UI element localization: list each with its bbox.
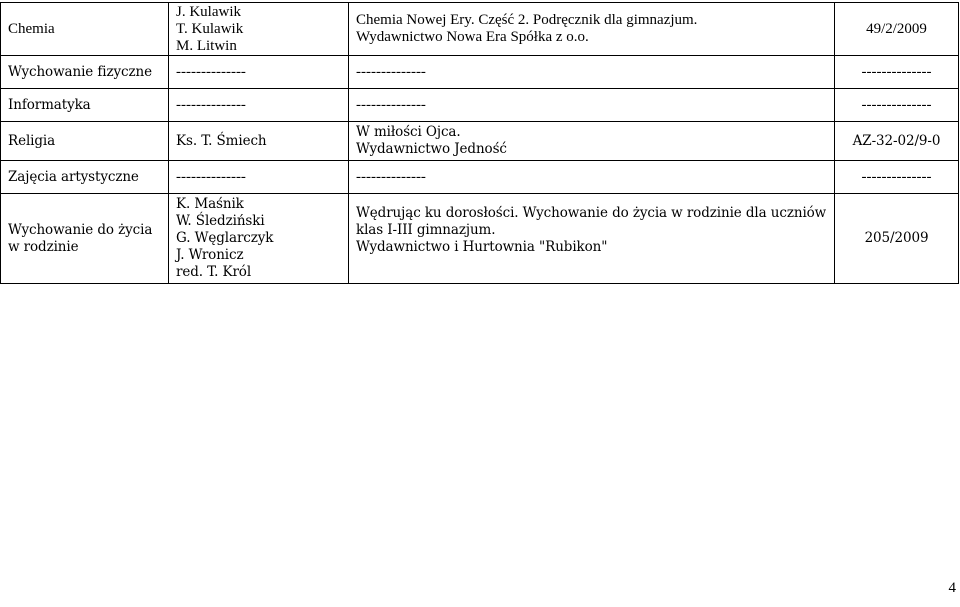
approval-number: -------------- — [861, 63, 932, 80]
author-name: M. Litwin — [176, 38, 237, 54]
table-row-informatyka — [1, 89, 959, 122]
title-cell — [349, 161, 835, 194]
authors-cell — [169, 161, 349, 194]
title-cell — [349, 56, 835, 89]
title-cell — [349, 3, 835, 56]
author-placeholder: -------------- — [176, 96, 246, 113]
author-name: T. Kulawik — [176, 21, 244, 37]
authors-cell — [169, 89, 349, 122]
number-cell — [835, 122, 959, 161]
page-number: 4 — [948, 580, 956, 596]
title-line: Chemia Nowej Ery. Część 2. Podręcznik dla gimnazjum. — [356, 12, 698, 28]
subject-cell — [1, 161, 169, 194]
subject-text: Religia — [8, 132, 56, 149]
author-name: W. Śledziński — [176, 213, 265, 229]
subject-text: Informatyka — [8, 96, 91, 113]
approval-number: -------------- — [861, 168, 932, 185]
title-cell — [349, 122, 835, 161]
title-placeholder: -------------- — [356, 96, 426, 113]
title-placeholder: -------------- — [356, 63, 426, 80]
authors-cell — [169, 194, 349, 284]
title-line: Wędrując ku dorosłości. Wychowanie do życia w rodzinie dla uczniów — [356, 205, 827, 221]
table-row-wychowanie-fizyczne — [1, 56, 959, 89]
title-line: W miłości Ojca. — [356, 124, 461, 140]
number-cell — [835, 89, 959, 122]
subject-cell — [1, 89, 169, 122]
number-cell — [835, 3, 959, 56]
title-cell — [349, 89, 835, 122]
table-row-wychowanie-do-zycia — [1, 194, 959, 284]
approval-number: AZ-32-02/9-0 — [852, 132, 941, 149]
number-cell — [835, 161, 959, 194]
author-name: K. Maśnik — [176, 196, 244, 212]
table-row-religia — [1, 122, 959, 161]
authors-cell — [169, 56, 349, 89]
author-name: J. Kulawik — [176, 4, 241, 20]
number-cell — [835, 56, 959, 89]
author-name: J. Wronicz — [176, 247, 244, 263]
author-placeholder: -------------- — [176, 168, 246, 185]
author-name: G. Węglarczyk — [176, 230, 274, 246]
approval-number: 205/2009 — [864, 230, 929, 246]
table-row-zajecia-artystyczne — [1, 161, 959, 194]
textbook-table — [0, 2, 959, 284]
title-line: Wydawnictwo Jedność — [356, 141, 507, 157]
subject-text: Wychowanie fizyczne — [8, 63, 152, 80]
title-line: Wydawnictwo Nowa Era Spółka z o.o. — [356, 29, 589, 45]
textbook-table-container — [0, 2, 958, 284]
subject-text: Zajęcia artystyczne — [8, 168, 139, 185]
subject-text: w rodzinie — [8, 238, 79, 255]
subject-cell — [1, 122, 169, 161]
subject-text: Chemia — [8, 20, 55, 37]
author-name: Ks. T. Śmiech — [176, 132, 267, 149]
authors-cell — [169, 122, 349, 161]
approval-number: -------------- — [861, 96, 932, 113]
authors-cell — [169, 3, 349, 56]
subject-text: Wychowanie do życia — [8, 221, 153, 238]
title-placeholder: -------------- — [356, 168, 426, 185]
title-cell — [349, 194, 835, 284]
author-placeholder: -------------- — [176, 63, 246, 80]
table-row-chemia — [1, 3, 959, 56]
number-cell — [835, 194, 959, 284]
subject-cell — [1, 56, 169, 89]
subject-cell — [1, 194, 169, 284]
title-line: Wydawnictwo i Hurtownia "Rubikon" — [356, 239, 608, 255]
author-name: red. T. Król — [176, 264, 252, 280]
title-line: klas I-III gimnazjum. — [356, 222, 496, 238]
approval-number: 49/2/2009 — [866, 20, 927, 37]
subject-cell — [1, 3, 169, 56]
